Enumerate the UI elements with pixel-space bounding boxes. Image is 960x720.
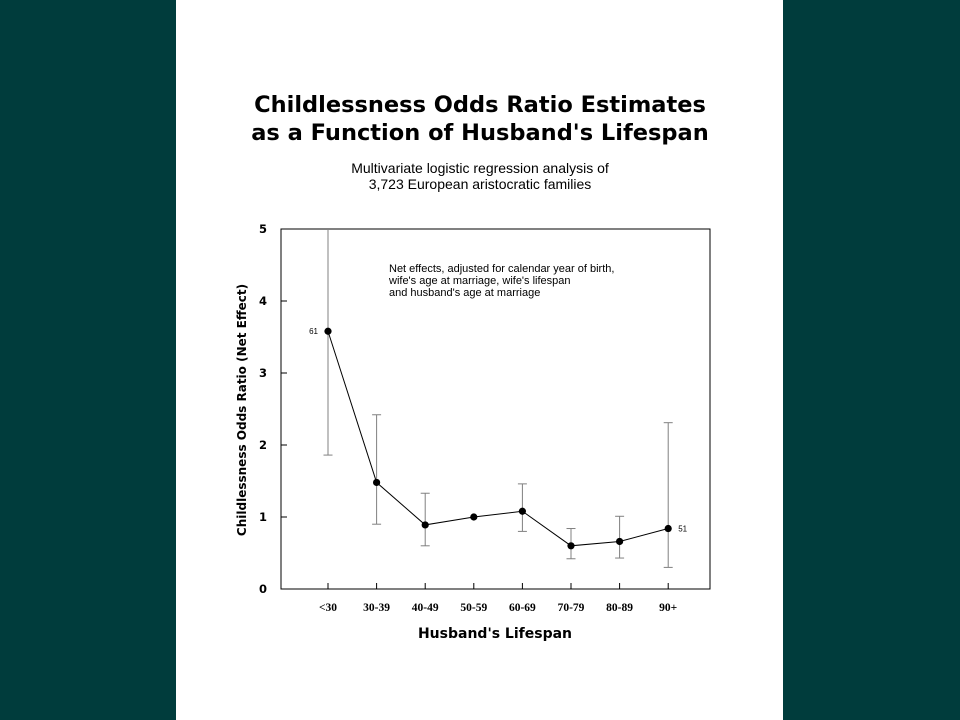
y-axis-title: Childlessness Odds Ratio (Net Effect) xyxy=(235,283,249,537)
y-tick-label: 5 xyxy=(258,222,267,236)
annotation-line: wife's age at marriage, wife's lifespan xyxy=(389,275,571,287)
data-point xyxy=(665,525,672,532)
x-tick-label: 50-59 xyxy=(460,602,488,614)
x-tick-label: 30-39 xyxy=(363,602,391,614)
y-tick-label: 3 xyxy=(258,366,267,380)
data-point xyxy=(519,508,526,515)
data-point xyxy=(567,542,574,549)
x-axis-title: Husband's Lifespan xyxy=(417,626,573,642)
chart-title-line-1: Childlessness Odds Ratio Estimates xyxy=(254,92,706,118)
data-point xyxy=(422,521,429,528)
y-tick-label: 4 xyxy=(258,294,267,308)
point-label: 51 xyxy=(678,524,688,534)
annotation-line: Net effects, adjusted for calendar year of birth, xyxy=(389,263,615,275)
x-tick-label: 90+ xyxy=(659,602,678,614)
y-tick-label: 0 xyxy=(258,582,267,596)
chart-title-line-2: as a Function of Husband's Lifespan xyxy=(251,120,709,146)
y-tick-label: 1 xyxy=(258,510,267,524)
data-point xyxy=(616,538,623,545)
data-point xyxy=(470,513,477,520)
x-tick-label: 60-69 xyxy=(508,602,536,614)
chart-subtitle-line-2: 3,723 European aristocratic families xyxy=(368,176,592,192)
series-line xyxy=(328,331,668,546)
data-point xyxy=(324,328,331,335)
chart-subtitle-line-1: Multivariate logistic regression analysis of xyxy=(351,160,609,176)
point-label: 61 xyxy=(309,327,318,337)
data-point xyxy=(373,479,380,486)
y-tick-label: 2 xyxy=(258,438,267,452)
x-tick-label: 70-79 xyxy=(557,602,585,614)
annotation-line: and husband's age at marriage xyxy=(389,287,541,299)
x-tick-label: 80-89 xyxy=(606,602,634,614)
x-tick-label: 40-49 xyxy=(411,602,439,614)
x-tick-label: <30 xyxy=(318,602,338,614)
